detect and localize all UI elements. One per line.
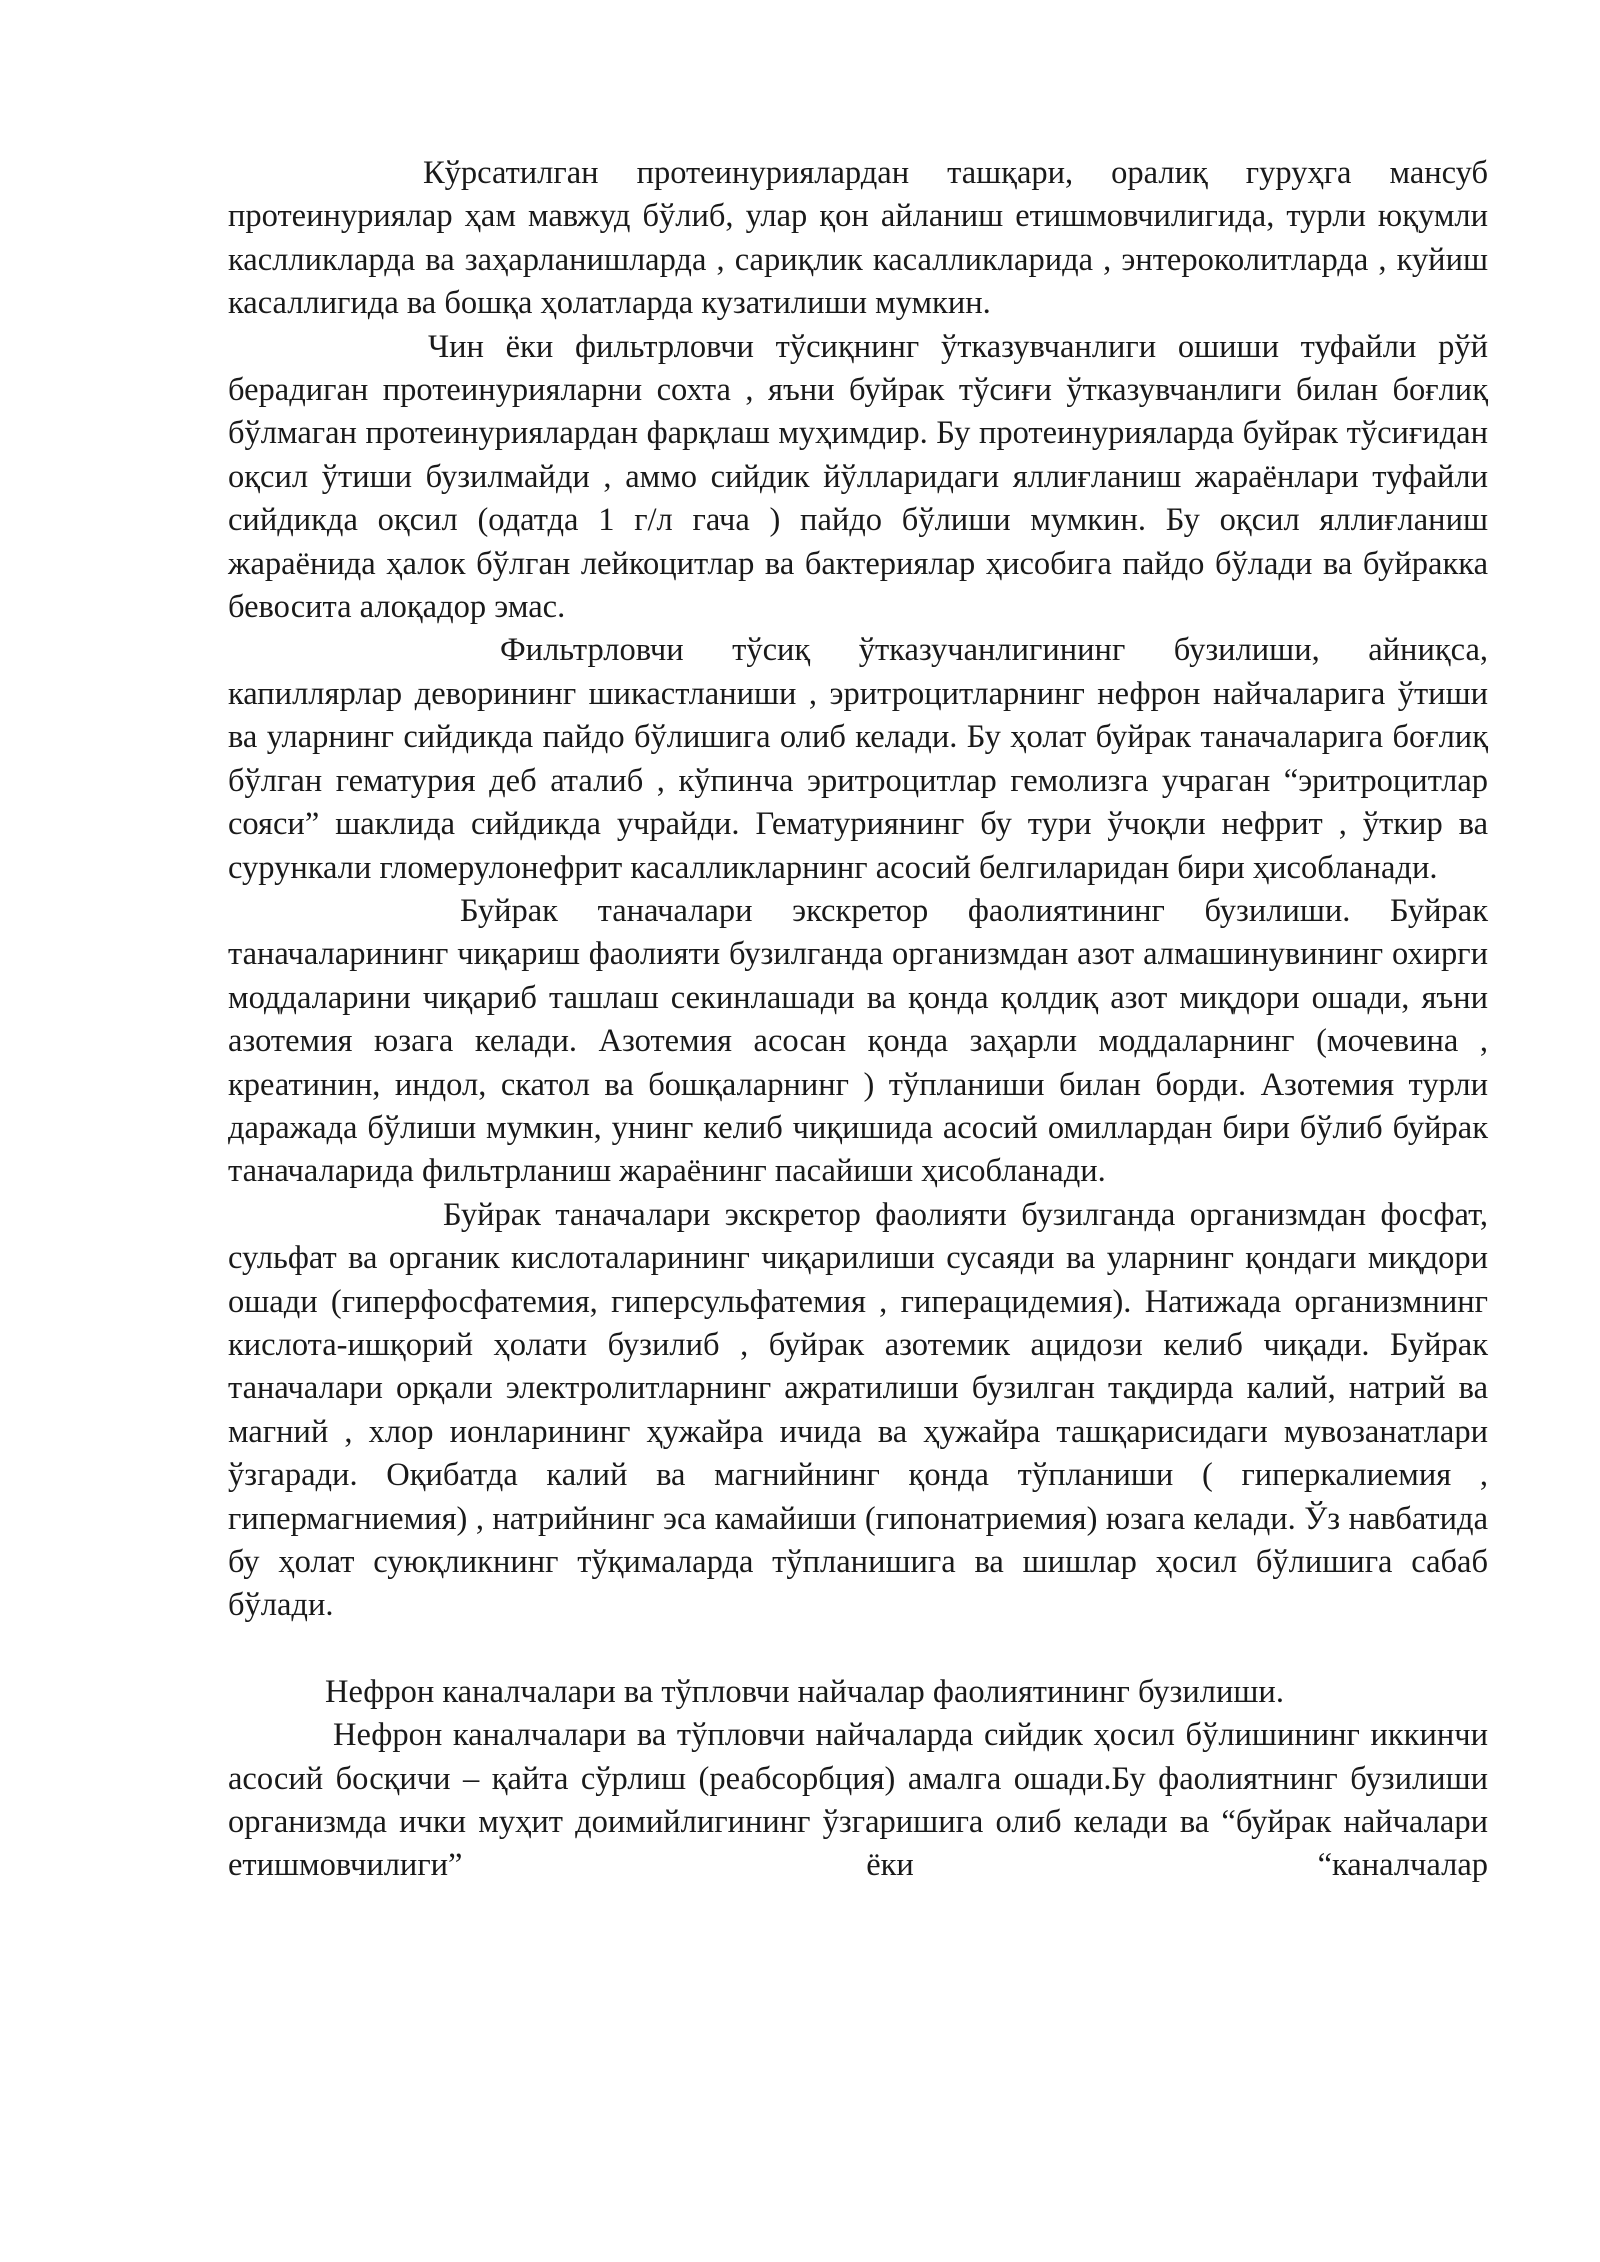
section-heading-nephron-tubules: Нефрон каналчалари ва тўпловчи найчалар фаолиятининг бузилиши. (325, 1673, 1284, 1710)
paragraph-false-proteinuria: Чин ёки фильтрловчи тўсиқнинг ўтказувчанлиги ошиши туфайли рўй берадиган протеинурияларни сохта , яъни буйрак тўсиғи ўтказувчанлиги билан боғлиқ бўлмаган протеинуриялардан фарқлаш муҳимдир. Бу протеинурияларда буйрак тўсиғидан оқсил ўтиши бузилмайди , аммо сийдик йўлларидаги яллиғланиш жараёнлари туфайли сийдикда оқсил (одатда 1 г/л гача ) пайдо бўлиши мумкин. Бу оқсил яллиғланиш жараёнида ҳалок бўлган лейкоцитлар ва бактериялар ҳисобига пайдо бўлади ва буйракка бевосита алоқадор эмас. (228, 328, 1488, 626)
paragraph-hematuria: Фильтрловчи тўсиқ ўтказучанлигининг бузилиши, айниқса, капиллярлар деворининг шикастланиши , эритроцитларнинг нефрон найчаларига ўтиши ва уларнинг сийдикда пайдо бўлишига олиб келади. Бу ҳолат буйрак таначаларига боғлиқ бўлган гематурия деб аталиб , кўпинча эритроцитлар гемолизга учраган “эритроцитлар сояси” шаклида сийдикда учрайди. Гематуриянинг бу тури ўчоқли нефрит , ўткир ва сурункали гломерулонефрит касалликларнинг асосий белгиларидан бири ҳисобланади. (228, 632, 1488, 886)
paragraph-azotemia: Буйрак таначалари экскретор фаолиятининг бузилиши. Буйрак таначаларининг чиқариш фаолияти бузилганда организмдан азот алмашинувининг охирги моддаларини чиқариб ташлаш секинлашади ва қонда қолдиқ азот миқдори ошади, яъни азотемия юзага келади. Азотемия асосан қонда заҳарли моддаларнинг (мочевина , креатинин, индол, скатол ва бошқаларнинг ) тўпланиши билан борди. Азотемия турли даражада бўлиши мумкин, унинг келиб чиқишида асосий омиллардан бири бўлиб буйрак таначаларида фильтрланиш жараёнинг пасайиши ҳисобланади. (228, 892, 1488, 1190)
document-body (228, 152, 1488, 1888)
paragraph-intermediate-proteinuria: Кўрсатилган протеинуриялардан ташқари, оралиқ гуруҳга мансуб протеинуриялар ҳам мавжуд бўлиб, улар қон айланиш етишмовчилигида, турли юқумли каслликларда ва заҳарланишларда , сариқлик касалликларида , энтероколитларда , куйиш касаллигида ва бошқа ҳолатларда кузатилиши мумкин. (228, 155, 1488, 322)
paragraph-reabsorption: Нефрон каналчалари ва тўпловчи найчаларда сийдик ҳосил бўлишининг иккинчи асосий босқичи – қайта сўрлиш (реабсорбция) амалга ошади.Бу фаолиятнинг бузилиши организмда ички муҳит доимийлигининг ўзгаришига олиб келади ва “буйрак найчалари етишмовчилиги” ёки “каналчалар (228, 1717, 1488, 1884)
paragraph-acidosis-electrolytes: Буйрак таначалари экскретор фаолияти бузилганда организмдан фосфат, сульфат ва органик кислоталарининг чиқарилиши сусаяди ва уларнинг қондаги миқдори ошади (гиперфосфатемия, гиперсульфатемия , гиперацидемия). Натижада организмнинг кислота-ишқорий ҳолати бузилиб , буйрак азотемик ацидози келиб чиқади. Буйрак таначалари орқали электролитларнинг ажратилиши бузилган тақдирда калий, натрий ва магний , хлор ионларининг ҳужайра ичида ва ҳужайра ташқарисидаги мувозанатлари ўзгаради. Оқибатда калий ва магнийнинг қонда тўпланиши ( гиперкалиемия , гипермагниемия) , натрийнинг эса камайиши (гипонатриемия) юзага келади. Ўз навбатида бу ҳолат суюқликнинг тўқималарда тўпланишига ва шишлар ҳосил бўлишига сабаб бўлади. (228, 1196, 1488, 1624)
